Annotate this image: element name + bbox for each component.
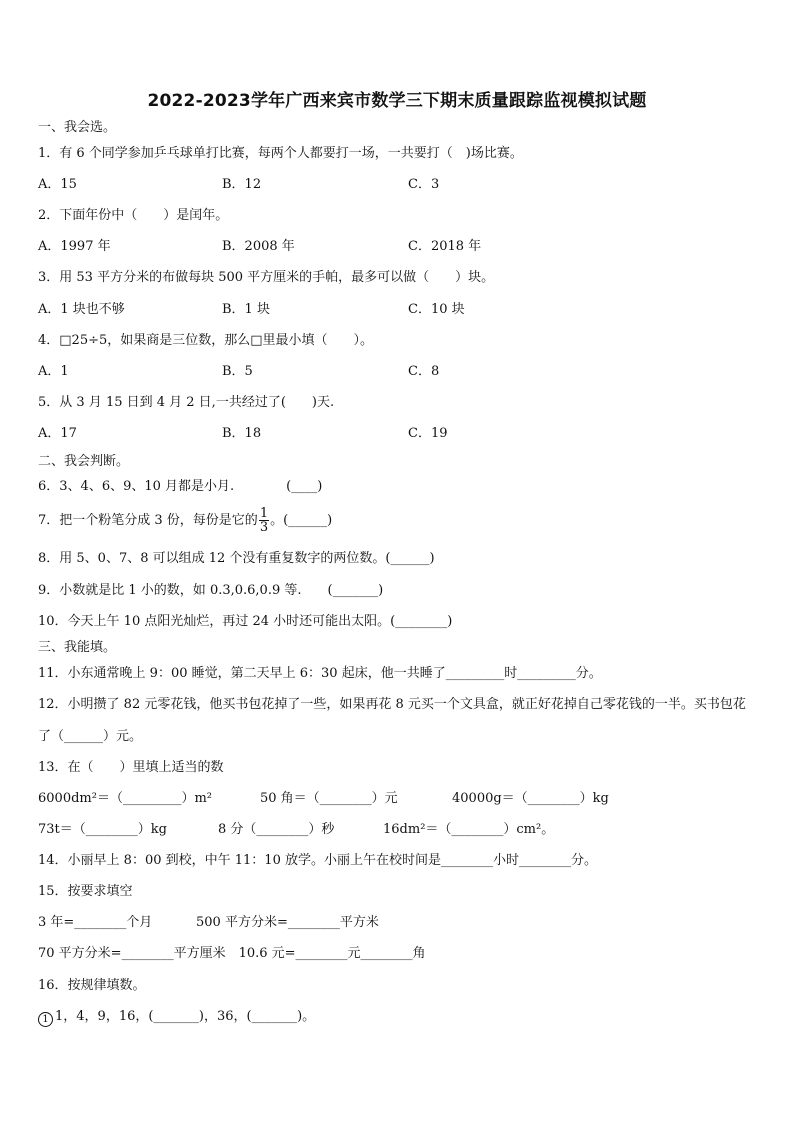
question-8: 8．用 5、0、7、8 可以组成 12 个没有重复数字的两位数。(______) (38, 551, 435, 566)
q7-fraction (259, 507, 269, 534)
q2-option-b: B．2008 年 (222, 239, 295, 254)
q3-option-c: C．10 块 (408, 302, 465, 317)
question-16: 16．按规律填数。 (38, 978, 146, 993)
section-heading-judge: 二、我会判断。 (38, 454, 130, 469)
section-heading-fill: 三、我能填。 (38, 640, 117, 655)
q15-item-2: 500 平方分米=________平方米 (196, 915, 379, 930)
q7-numerator: 1 (259, 506, 269, 521)
question-4: 4．□25÷5，如果商是三位数，那么□里最小填（ ）。 (38, 333, 374, 348)
page-title: 2022-2023学年广西来宾市数学三下期末质量跟踪监视模拟试题 (147, 91, 647, 111)
q4-option-a: A．1 (38, 364, 69, 379)
q4-option-b: B．5 (222, 364, 253, 379)
q16-sequence-text: 1，4，9，16，(_______)，36，(_______)。 (55, 1009, 316, 1024)
q13-item-6: 16dm²＝（________）cm²。 (383, 822, 555, 837)
q13-item-3: 40000g＝（________）kg (452, 791, 609, 806)
question-11: 11．小东通常晚上 9：00 睡觉，第二天早上 6：30 起床，他一共睡了_________时_________分。 (38, 666, 602, 681)
q5-option-c: C．19 (408, 426, 448, 441)
circled-number-1: 1 (38, 1012, 53, 1027)
q2-option-a: A．1997 年 (38, 239, 111, 254)
question-12: 12．小明攒了 82 元零花钱，他买书包花掉了一些，如果再花 8 元买一个文具盒，就正好花掉自己零花钱的一半。买书包花了（______）元。 (38, 697, 746, 744)
q15-row-2: 70 平方分米=________平方厘米 10.6 元=________元________角 (38, 946, 426, 961)
q3-option-b: B．1 块 (222, 302, 270, 317)
q1-option-b: B．12 (222, 177, 262, 192)
q4-option-c: C．8 (408, 364, 440, 379)
q5-option-b: B．18 (222, 426, 262, 441)
q16-sequence (38, 1009, 315, 1027)
q7-text: 7．把一个粉笔分成 3 份，每份是它的 (38, 513, 258, 528)
q2-option-c: C．2018 年 (408, 239, 482, 254)
question-6: 6．3、4、6、9、10 月都是小月. (____) (38, 479, 323, 494)
q7-denominator: 3 (259, 520, 269, 535)
question-5: 5．从 3 月 15 日到 4 月 2 日,一共经过了( )天. (38, 395, 335, 410)
q13-item-5: 8 分（________）秒 (218, 822, 335, 837)
question-15: 15．按要求填空 (38, 884, 133, 899)
question-9: 9．小数就是比 1 小的数，如 0.3,0.6,0.9 等. (_______) (38, 583, 384, 598)
q7-blank: 。(______) (270, 513, 333, 528)
question-14: 14．小丽早上 8：00 到校，中午 11：10 放学。小丽上午在校时间是________小时________分。 (38, 853, 597, 868)
q1-option-a: A．15 (38, 177, 77, 192)
q15-item-1: 3 年=________个月 (38, 915, 153, 930)
question-2: 2．下面年份中（ ）是闰年。 (38, 208, 229, 223)
q3-option-a: A．1 块也不够 (38, 302, 125, 317)
q13-item-2: 50 角＝（________）元 (260, 791, 398, 806)
section-heading-choose: 一、我会选。 (38, 120, 117, 135)
q13-item-4: 73t＝（________）kg (38, 822, 167, 837)
question-10: 10．今天上午 10 点阳光灿烂，再过 24 小时还可能出太阳。(________) (38, 614, 453, 629)
q13-item-1: 6000dm²＝（_________）m² (38, 791, 212, 806)
question-13: 13．在（ ）里填上适当的数 (38, 760, 224, 775)
question-7 (38, 506, 332, 536)
question-3: 3．用 53 平方分米的布做每块 500 平方厘米的手帕，最多可以做（ ）块。 (38, 270, 495, 285)
q1-option-c: C．3 (408, 177, 440, 192)
q5-option-a: A．17 (38, 426, 77, 441)
question-1: 1．有 6 个同学参加乒乓球单打比赛，每两个人都要打一场，一共要打（ )场比赛。 (38, 146, 523, 161)
